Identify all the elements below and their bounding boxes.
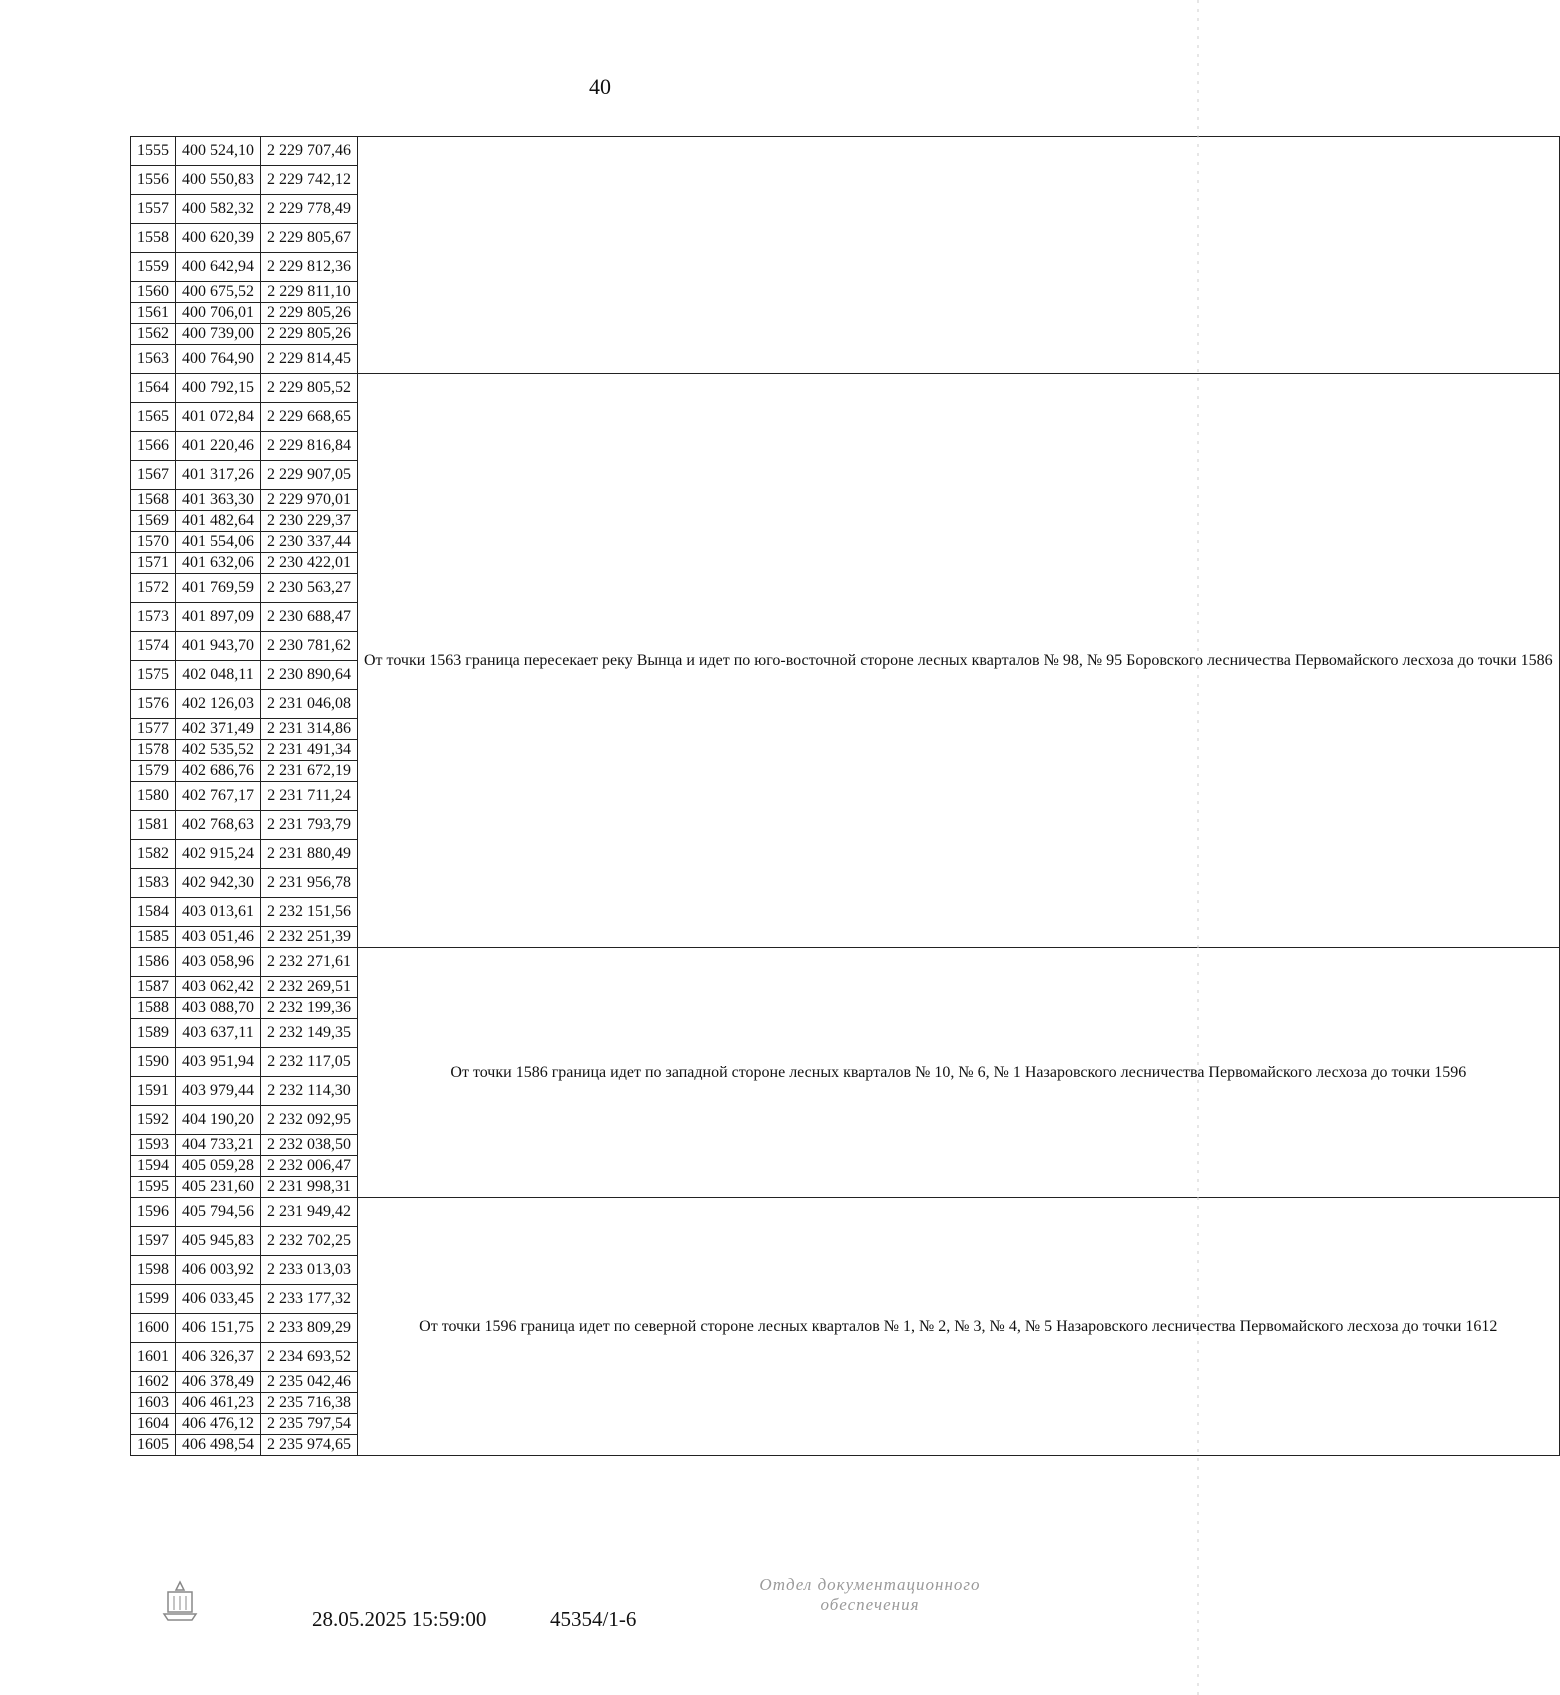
coordinate-x: 406 151,75 bbox=[176, 1314, 261, 1343]
coordinate-x: 401 220,46 bbox=[176, 432, 261, 461]
point-number: 1603 bbox=[131, 1393, 176, 1414]
coordinate-x: 402 535,52 bbox=[176, 740, 261, 761]
point-number: 1590 bbox=[131, 1048, 176, 1077]
coordinate-y: 2 233 013,03 bbox=[261, 1256, 358, 1285]
coordinate-x: 400 706,01 bbox=[176, 303, 261, 324]
point-number: 1577 bbox=[131, 719, 176, 740]
coordinate-x: 402 767,17 bbox=[176, 782, 261, 811]
coordinate-y: 2 231 880,49 bbox=[261, 840, 358, 869]
point-number: 1555 bbox=[131, 137, 176, 166]
coordinate-x: 400 739,00 bbox=[176, 324, 261, 345]
coordinate-y: 2 232 702,25 bbox=[261, 1227, 358, 1256]
coordinate-x: 406 378,49 bbox=[176, 1372, 261, 1393]
coordinate-x: 404 733,21 bbox=[176, 1135, 261, 1156]
coordinate-y: 2 231 046,08 bbox=[261, 690, 358, 719]
coordinate-y: 2 231 491,34 bbox=[261, 740, 358, 761]
coordinate-x: 400 620,39 bbox=[176, 224, 261, 253]
coordinate-y: 2 229 805,26 bbox=[261, 303, 358, 324]
coordinate-y: 2 230 229,37 bbox=[261, 511, 358, 532]
coordinate-x: 401 363,30 bbox=[176, 490, 261, 511]
point-number: 1595 bbox=[131, 1177, 176, 1198]
point-number: 1599 bbox=[131, 1285, 176, 1314]
point-number: 1598 bbox=[131, 1256, 176, 1285]
coordinate-x: 400 675,52 bbox=[176, 282, 261, 303]
seal-icon bbox=[160, 1580, 200, 1629]
point-number: 1587 bbox=[131, 977, 176, 998]
coordinate-y: 2 229 778,49 bbox=[261, 195, 358, 224]
coordinate-x: 401 632,06 bbox=[176, 553, 261, 574]
coordinate-y: 2 229 907,05 bbox=[261, 461, 358, 490]
point-number: 1557 bbox=[131, 195, 176, 224]
coordinate-y: 2 235 974,65 bbox=[261, 1435, 358, 1456]
point-number: 1569 bbox=[131, 511, 176, 532]
coordinate-x: 402 048,11 bbox=[176, 661, 261, 690]
coordinate-y: 2 232 199,36 bbox=[261, 998, 358, 1019]
coordinate-y: 2 233 809,29 bbox=[261, 1314, 358, 1343]
coordinate-y: 2 229 812,36 bbox=[261, 253, 358, 282]
point-number: 1560 bbox=[131, 282, 176, 303]
coordinate-x: 405 794,56 bbox=[176, 1198, 261, 1227]
point-number: 1564 bbox=[131, 374, 176, 403]
coordinate-y: 2 235 797,54 bbox=[261, 1414, 358, 1435]
coordinate-x: 403 088,70 bbox=[176, 998, 261, 1019]
scan-edge-mark bbox=[1196, 0, 1200, 1695]
point-number: 1592 bbox=[131, 1106, 176, 1135]
point-number: 1585 bbox=[131, 927, 176, 948]
coordinate-x: 403 051,46 bbox=[176, 927, 261, 948]
point-number: 1570 bbox=[131, 532, 176, 553]
coordinate-x: 401 072,84 bbox=[176, 403, 261, 432]
coordinate-x: 405 059,28 bbox=[176, 1156, 261, 1177]
coordinate-y: 2 232 114,30 bbox=[261, 1077, 358, 1106]
coordinate-x: 402 768,63 bbox=[176, 811, 261, 840]
point-number: 1584 bbox=[131, 898, 176, 927]
coordinate-x: 401 943,70 bbox=[176, 632, 261, 661]
point-number: 1588 bbox=[131, 998, 176, 1019]
table-row bbox=[131, 374, 1560, 403]
boundary-description bbox=[358, 137, 1560, 374]
coordinate-x: 403 058,96 bbox=[176, 948, 261, 977]
point-number: 1572 bbox=[131, 574, 176, 603]
point-number: 1578 bbox=[131, 740, 176, 761]
coordinate-y: 2 229 814,45 bbox=[261, 345, 358, 374]
point-number: 1600 bbox=[131, 1314, 176, 1343]
coordinate-y: 2 230 890,64 bbox=[261, 661, 358, 690]
coordinate-x: 402 371,49 bbox=[176, 719, 261, 740]
point-number: 1604 bbox=[131, 1414, 176, 1435]
coordinate-y: 2 229 811,10 bbox=[261, 282, 358, 303]
point-number: 1581 bbox=[131, 811, 176, 840]
coordinate-x: 401 317,26 bbox=[176, 461, 261, 490]
point-number: 1576 bbox=[131, 690, 176, 719]
point-number: 1575 bbox=[131, 661, 176, 690]
point-number: 1566 bbox=[131, 432, 176, 461]
coordinates-table bbox=[130, 136, 1560, 1456]
coordinate-y: 2 235 716,38 bbox=[261, 1393, 358, 1414]
coordinate-y: 2 231 672,19 bbox=[261, 761, 358, 782]
coordinate-y: 2 232 269,51 bbox=[261, 977, 358, 998]
coordinate-x: 406 476,12 bbox=[176, 1414, 261, 1435]
coordinate-x: 406 003,92 bbox=[176, 1256, 261, 1285]
point-number: 1562 bbox=[131, 324, 176, 345]
point-number: 1605 bbox=[131, 1435, 176, 1456]
point-number: 1567 bbox=[131, 461, 176, 490]
coordinate-y: 2 230 688,47 bbox=[261, 603, 358, 632]
coordinate-x: 405 945,83 bbox=[176, 1227, 261, 1256]
point-number: 1580 bbox=[131, 782, 176, 811]
table-row bbox=[131, 137, 1560, 166]
coordinate-y: 2 229 742,12 bbox=[261, 166, 358, 195]
coordinate-y: 2 229 970,01 bbox=[261, 490, 358, 511]
coordinate-y: 2 229 816,84 bbox=[261, 432, 358, 461]
coordinate-x: 400 524,10 bbox=[176, 137, 261, 166]
coordinate-y: 2 229 707,46 bbox=[261, 137, 358, 166]
point-number: 1579 bbox=[131, 761, 176, 782]
table-row bbox=[131, 1198, 1560, 1227]
point-number: 1597 bbox=[131, 1227, 176, 1256]
coordinate-x: 400 550,83 bbox=[176, 166, 261, 195]
point-number: 1556 bbox=[131, 166, 176, 195]
coordinate-x: 402 686,76 bbox=[176, 761, 261, 782]
coordinate-x: 400 792,15 bbox=[176, 374, 261, 403]
coordinate-x: 401 482,64 bbox=[176, 511, 261, 532]
department-stamp: Отдел документационного обеспечения bbox=[759, 1575, 981, 1614]
coordinate-y: 2 232 271,61 bbox=[261, 948, 358, 977]
coordinate-x: 402 126,03 bbox=[176, 690, 261, 719]
coordinate-x: 403 013,61 bbox=[176, 898, 261, 927]
coordinate-x: 406 498,54 bbox=[176, 1435, 261, 1456]
point-number: 1602 bbox=[131, 1372, 176, 1393]
boundary-description: От точки 1586 граница идет по западной стороне лесных кварталов № 10, № 6, № 1 Назаровского лесничества Первомайского лесхоза до точки 1596 bbox=[358, 948, 1560, 1198]
coordinate-y: 2 231 998,31 bbox=[261, 1177, 358, 1198]
coordinate-y: 2 232 251,39 bbox=[261, 927, 358, 948]
point-number: 1594 bbox=[131, 1156, 176, 1177]
coordinate-x: 400 764,90 bbox=[176, 345, 261, 374]
coordinate-y: 2 232 151,56 bbox=[261, 898, 358, 927]
point-number: 1561 bbox=[131, 303, 176, 324]
coordinate-x: 403 979,44 bbox=[176, 1077, 261, 1106]
coordinate-y: 2 230 422,01 bbox=[261, 553, 358, 574]
footer-datetime: 28.05.2025 15:59:00 bbox=[312, 1607, 487, 1631]
coordinate-y: 2 235 042,46 bbox=[261, 1372, 358, 1393]
coordinate-y: 2 232 092,95 bbox=[261, 1106, 358, 1135]
point-number: 1559 bbox=[131, 253, 176, 282]
point-number: 1586 bbox=[131, 948, 176, 977]
point-number: 1591 bbox=[131, 1077, 176, 1106]
point-number: 1589 bbox=[131, 1019, 176, 1048]
coordinate-x: 403 951,94 bbox=[176, 1048, 261, 1077]
coordinate-x: 404 190,20 bbox=[176, 1106, 261, 1135]
boundary-description: От точки 1596 граница идет по северной стороне лесных кварталов № 1, № 2, № 3, № 4, № 5 Назаровского лесничества Первомайского лесхоза до точки 1612 bbox=[358, 1198, 1560, 1456]
point-number: 1601 bbox=[131, 1343, 176, 1372]
boundary-description: От точки 1563 граница пересекает реку Вынца и идет по юго-восточной стороне лесных кварталов № 98, № 95 Боровского лесничества Первомайского лесхоза до точки 1586 bbox=[358, 374, 1560, 948]
point-number: 1563 bbox=[131, 345, 176, 374]
coordinate-y: 2 229 805,26 bbox=[261, 324, 358, 345]
point-number: 1573 bbox=[131, 603, 176, 632]
coordinate-x: 406 033,45 bbox=[176, 1285, 261, 1314]
coordinate-y: 2 232 149,35 bbox=[261, 1019, 358, 1048]
coordinate-x: 403 062,42 bbox=[176, 977, 261, 998]
coordinate-x: 406 461,23 bbox=[176, 1393, 261, 1414]
coordinate-y: 2 234 693,52 bbox=[261, 1343, 358, 1372]
coordinate-x: 401 554,06 bbox=[176, 532, 261, 553]
coordinate-x: 406 326,37 bbox=[176, 1343, 261, 1372]
coordinate-y: 2 229 668,65 bbox=[261, 403, 358, 432]
coordinate-y: 2 230 337,44 bbox=[261, 532, 358, 553]
coordinate-x: 401 897,09 bbox=[176, 603, 261, 632]
page-number: 40 bbox=[589, 74, 611, 99]
coordinate-y: 2 232 117,05 bbox=[261, 1048, 358, 1077]
coordinate-y: 2 231 711,24 bbox=[261, 782, 358, 811]
point-number: 1574 bbox=[131, 632, 176, 661]
point-number: 1571 bbox=[131, 553, 176, 574]
point-number: 1558 bbox=[131, 224, 176, 253]
point-number: 1583 bbox=[131, 869, 176, 898]
coordinate-x: 402 942,30 bbox=[176, 869, 261, 898]
coordinate-y: 2 232 006,47 bbox=[261, 1156, 358, 1177]
coordinate-x: 402 915,24 bbox=[176, 840, 261, 869]
coordinate-y: 2 231 793,79 bbox=[261, 811, 358, 840]
point-number: 1565 bbox=[131, 403, 176, 432]
coordinate-y: 2 229 805,52 bbox=[261, 374, 358, 403]
footer-doc-number: 45354/1-6 bbox=[550, 1607, 637, 1631]
table-row bbox=[131, 948, 1560, 977]
coordinate-y: 2 231 956,78 bbox=[261, 869, 358, 898]
point-number: 1593 bbox=[131, 1135, 176, 1156]
coordinate-y: 2 230 781,62 bbox=[261, 632, 358, 661]
coordinate-x: 405 231,60 bbox=[176, 1177, 261, 1198]
coordinate-x: 400 582,32 bbox=[176, 195, 261, 224]
coordinate-y: 2 231 949,42 bbox=[261, 1198, 358, 1227]
coordinate-x: 403 637,11 bbox=[176, 1019, 261, 1048]
coordinate-x: 401 769,59 bbox=[176, 574, 261, 603]
point-number: 1582 bbox=[131, 840, 176, 869]
coordinate-x: 400 642,94 bbox=[176, 253, 261, 282]
point-number: 1568 bbox=[131, 490, 176, 511]
coordinate-y: 2 231 314,86 bbox=[261, 719, 358, 740]
coordinate-y: 2 232 038,50 bbox=[261, 1135, 358, 1156]
coordinate-y: 2 229 805,67 bbox=[261, 224, 358, 253]
point-number: 1596 bbox=[131, 1198, 176, 1227]
coordinate-y: 2 230 563,27 bbox=[261, 574, 358, 603]
coordinate-y: 2 233 177,32 bbox=[261, 1285, 358, 1314]
